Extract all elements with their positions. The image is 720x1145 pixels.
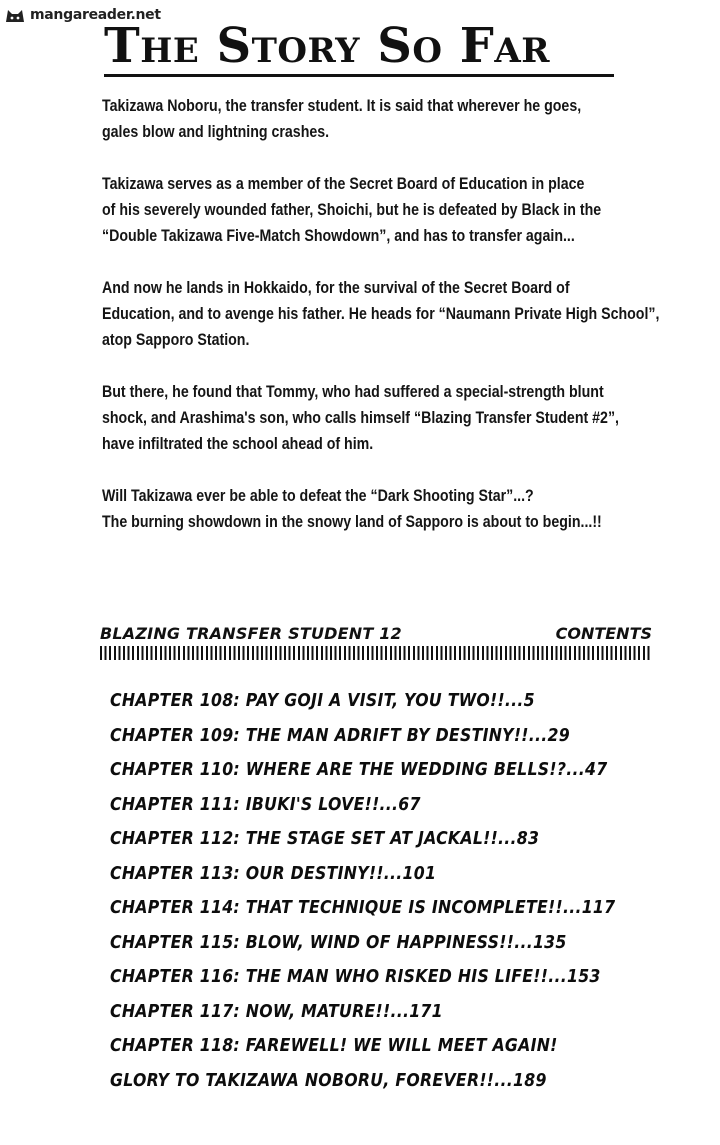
story-line: “Double Takizawa Five-Match Showdown”, and has to transfer again... — [102, 227, 575, 245]
chapter-item: CHAPTER 109: THE MAN ADRIFT BY DESTINY!!...29 — [110, 725, 570, 746]
story-paragraph — [102, 275, 660, 353]
story-line: shock, and Arashima's son, who calls himself “Blazing Transfer Student #2”, — [102, 409, 619, 427]
chapter-item: CHAPTER 115: BLOW, WIND OF HAPPINESS!!...135 — [110, 932, 567, 953]
watermark-text: mangareader.net — [30, 7, 161, 23]
chapter-list — [110, 684, 670, 1098]
story-summary — [102, 93, 660, 561]
story-line: The burning showdown in the snowy land of Sapporo is about to begin...!! — [102, 513, 602, 531]
page-title: The Story So Far — [104, 18, 550, 74]
chapter-item-continued: GLORY TO TAKIZAWA NOBORU, FOREVER!!...189 — [110, 1070, 547, 1091]
story-paragraph — [102, 379, 619, 457]
story-line: atop Sapporo Station. — [102, 331, 250, 349]
story-line: Will Takizawa ever be able to defeat the “Dark Shooting Star”...? — [102, 487, 534, 505]
chapter-item: CHAPTER 110: WHERE ARE THE WEDDING BELLS!?...47 — [110, 760, 608, 780]
story-line: Education, and to avenge his father. He heads for “Naumann Private High School”, — [102, 305, 660, 323]
chapter-item: CHAPTER 114: THAT TECHNIQUE IS INCOMPLETE!!...117 — [110, 898, 616, 918]
chapter-item: CHAPTER 108: PAY GOJI A VISIT, YOU TWO!!...5 — [110, 691, 535, 711]
story-line: And now he lands in Hokkaido, for the survival of the Secret Board of — [102, 279, 570, 297]
chapter-item: CHAPTER 118: FAREWELL! WE WILL MEET AGAIN! — [110, 1036, 558, 1056]
contents-label: CONTENTS — [555, 624, 652, 643]
cat-logo-icon — [4, 6, 26, 24]
title-underline — [104, 74, 614, 77]
chapter-item: CHAPTER 116: THE MAN WHO RISKED HIS LIFE!!...153 — [110, 967, 601, 987]
story-line: Takizawa serves as a member of the Secret Board of Education in place — [102, 175, 585, 193]
chapter-item: CHAPTER 113: OUR DESTINY!!...101 — [110, 863, 437, 884]
story-paragraph — [102, 483, 602, 535]
story-line: gales blow and lightning crashes. — [102, 123, 330, 141]
story-paragraph — [102, 171, 602, 249]
story-line: But there, he found that Tommy, who had suffered a special-strength blunt — [102, 383, 604, 401]
book-label: BLAZING TRANSFER STUDENT 12 — [100, 624, 402, 643]
chapter-item: CHAPTER 112: THE STAGE SET AT JACKAL!!...83 — [110, 829, 540, 849]
contents-header — [100, 624, 652, 648]
chapter-item: CHAPTER 111: IBUKI'S LOVE!!...67 — [110, 794, 421, 815]
story-line: Takizawa Noboru, the transfer student. It is said that wherever he goes, — [102, 97, 582, 115]
story-paragraph — [102, 93, 584, 145]
chapter-item: CHAPTER 117: NOW, MATURE!!...171 — [110, 1001, 443, 1022]
story-line: have infiltrated the school ahead of him. — [102, 435, 374, 453]
tick-divider — [100, 646, 652, 660]
story-line: of his severely wounded father, Shoichi, but he is defeated by Black in the — [102, 201, 602, 219]
